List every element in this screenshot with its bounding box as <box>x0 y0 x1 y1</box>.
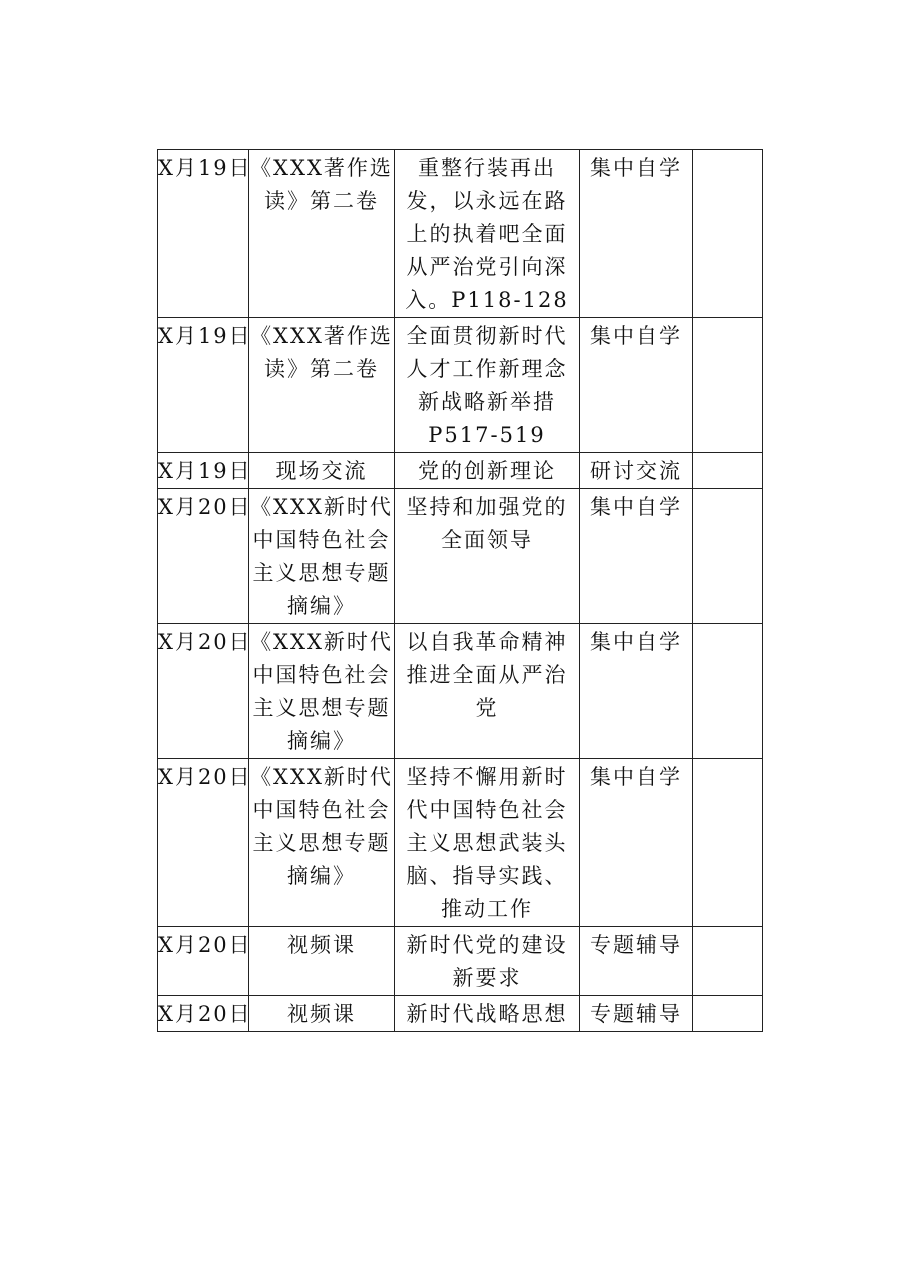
date-cell: X月19日 <box>158 150 249 318</box>
topic-cell <box>395 489 580 624</box>
material-cell <box>249 624 395 759</box>
topic-line: 坚持不懈用新时 <box>406 765 568 789</box>
material-cell <box>249 318 395 453</box>
date-cell: X月20日 <box>158 759 249 927</box>
topic-cell <box>395 150 580 318</box>
topic-line: 推进全面从严治 <box>406 663 568 687</box>
date-cell: X月19日 <box>158 453 249 489</box>
note-cell <box>693 624 763 759</box>
table-row <box>158 489 763 624</box>
topic-cell <box>395 624 580 759</box>
material-line: 《XXX著作选 <box>250 324 393 348</box>
date-cell: X月20日 <box>158 927 249 996</box>
material-line: 读》第二卷 <box>264 189 379 213</box>
method-cell: 集中自学 <box>580 624 693 759</box>
date-cell: X月20日 <box>158 996 249 1032</box>
topic-line: 新要求 <box>452 966 522 990</box>
topic-line: 脑、指导实践、 <box>406 864 568 888</box>
note-cell <box>693 150 763 318</box>
material-line: 主义思想专题 <box>252 561 391 585</box>
material-line: 中国特色社会 <box>252 528 391 552</box>
topic-line: 新时代党的建设 <box>406 933 568 957</box>
date-cell: X月20日 <box>158 624 249 759</box>
method-cell: 专题辅导 <box>580 927 693 996</box>
material-line: 中国特色社会 <box>252 663 391 687</box>
method-cell: 研讨交流 <box>580 453 693 489</box>
table-row <box>158 150 763 318</box>
topic-line: P517-519 <box>428 423 546 447</box>
material-line: 中国特色社会 <box>252 798 391 822</box>
method-cell: 集中自学 <box>580 150 693 318</box>
material-cell <box>249 489 395 624</box>
material-cell <box>249 453 395 489</box>
note-cell <box>693 927 763 996</box>
topic-cell <box>395 453 580 489</box>
material-line: 摘编》 <box>287 594 356 618</box>
material-line: 视频课 <box>287 1002 356 1026</box>
topic-line: 人才工作新理念 <box>406 357 568 381</box>
topic-line: 全面贯彻新时代 <box>406 324 568 348</box>
material-line: 主义思想专题 <box>252 831 391 855</box>
topic-cell <box>395 318 580 453</box>
note-cell <box>693 489 763 624</box>
material-line: 主义思想专题 <box>252 696 391 720</box>
material-line: 《XXX新时代 <box>250 495 393 519</box>
topic-cell <box>395 996 580 1032</box>
schedule-body <box>158 150 763 1032</box>
topic-cell <box>395 759 580 927</box>
material-cell <box>249 927 395 996</box>
material-line: 现场交流 <box>275 459 368 483</box>
topic-line: 党 <box>475 696 499 720</box>
topic-line: 全面领导 <box>441 528 533 552</box>
topic-line: 新战略新举措 <box>418 390 556 414</box>
topic-line: 重整行装再出 <box>418 156 556 180</box>
material-line: 读》第二卷 <box>264 357 379 381</box>
material-cell <box>249 759 395 927</box>
topic-cell <box>395 927 580 996</box>
table-row <box>158 453 763 489</box>
topic-line: 以自我革命精神 <box>406 630 568 654</box>
method-cell: 集中自学 <box>580 759 693 927</box>
material-cell <box>249 996 395 1032</box>
note-cell <box>693 318 763 453</box>
date-cell: X月19日 <box>158 318 249 453</box>
topic-line: 代中国特色社会 <box>406 798 568 822</box>
topic-line: 入。P118-128 <box>405 288 569 312</box>
date-cell: X月20日 <box>158 489 249 624</box>
note-cell <box>693 453 763 489</box>
topic-line: 主义思想武装头 <box>406 831 568 855</box>
material-line: 《XXX著作选 <box>250 156 393 180</box>
note-cell <box>693 996 763 1032</box>
note-cell <box>693 759 763 927</box>
topic-line: 新时代战略思想 <box>406 1002 568 1026</box>
material-line: 摘编》 <box>287 729 356 753</box>
method-cell: 集中自学 <box>580 318 693 453</box>
table-row <box>158 996 763 1032</box>
method-cell: 专题辅导 <box>580 996 693 1032</box>
table-row <box>158 759 763 927</box>
topic-line: 从严治党引向深 <box>406 255 568 279</box>
topic-line: 党的创新理论 <box>418 459 556 483</box>
material-line: 《XXX新时代 <box>250 630 393 654</box>
table-row <box>158 624 763 759</box>
table-row <box>158 318 763 453</box>
material-line: 《XXX新时代 <box>250 765 393 789</box>
topic-line: 上的执着吧全面 <box>406 222 568 246</box>
topic-line: 坚持和加强党的 <box>406 495 568 519</box>
method-cell: 集中自学 <box>580 489 693 624</box>
topic-line: 发，以永远在路 <box>406 189 568 213</box>
table-row <box>158 927 763 996</box>
material-line: 视频课 <box>287 933 356 957</box>
material-line: 摘编》 <box>287 864 356 888</box>
study-schedule-table <box>157 149 763 1032</box>
topic-line: 推动工作 <box>441 897 533 921</box>
material-cell <box>249 150 395 318</box>
